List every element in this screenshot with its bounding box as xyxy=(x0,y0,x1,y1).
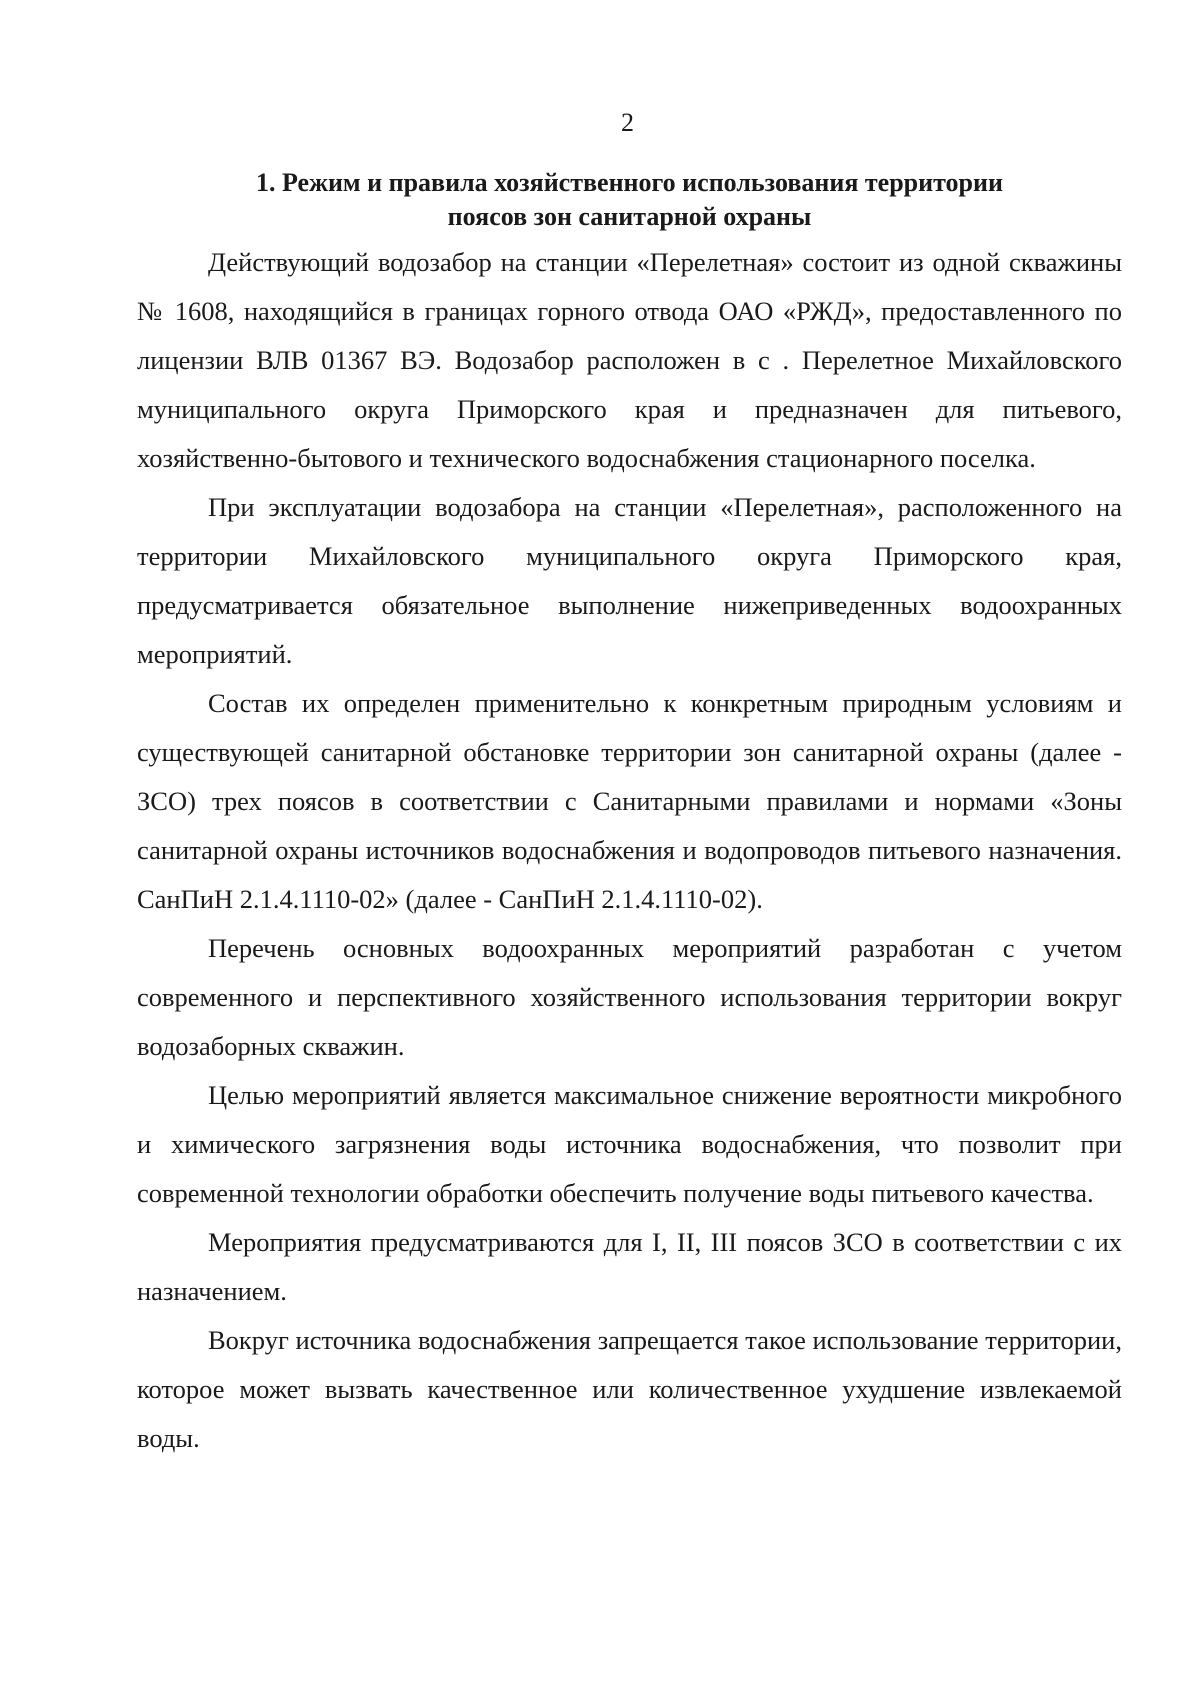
paragraph-composition: Состав их определен применительно к конкретным природным условиям и существующей санитарной обстановке территории зон санитарной охраны (далее - ЗСО) трех поясов в соответствии с Санитарными правилами и нормами «Зоны санитарной охраны источников водоснабжения и водопроводов питьевого назначения. СанПиН 2.1.4.1110-02» (далее - СанПиН 2.1.4.1110-02). xyxy=(137,688,1122,914)
paragraph-prohibition: Вокруг источника водоснабжения запрещается такое использование территории, которое может вызвать качественное или количественное ухудшение извлекаемой воды. xyxy=(137,1325,1122,1453)
body-text xyxy=(137,238,1122,1463)
section-heading-line-2: поясов зон санитарной охраны xyxy=(447,202,812,231)
paragraph-goal: Целью мероприятий является максимальное снижение вероятности микробного и химического загрязнения воды источника водоснабжения, что позволит при современной технологии обработки обеспечить получение воды питьевого качества. xyxy=(137,1080,1122,1208)
paragraph-measures-list: Перечень основных водоохранных мероприятий разработан с учетом современного и перспективного хозяйственного использования территории вокруг водозаборных скважин. xyxy=(137,933,1122,1061)
section-heading xyxy=(137,166,1122,234)
paragraph-zones: Мероприятия предусматриваются для I, II, III поясов ЗСО в соответствии с их назначением. xyxy=(137,1227,1122,1306)
paragraph-water-intake: Действующий водозабор на станции «Перелетная» состоит из одной скважины № 1608, находящийся в границах горного отвода ОАО «РЖД», предоставленного по лицензии ВЛВ 01367 ВЭ. Водозабор расположен в с . Перелетное Михайловского муниципального округа Приморского края и предназначен для питьевого, хозяйственно-бытового и технического водоснабжения стационарного поселка. xyxy=(137,247,1122,473)
section-heading-line-1: 1. Режим и правила хозяйственного использования территории xyxy=(256,168,1003,197)
paragraph-operation: При эксплуатации водозабора на станции «Перелетная», расположенного на территории Михайловского муниципального округа Приморского края, предусматривается обязательное выполнение нижеприведенных водоохранных мероприятий. xyxy=(137,492,1122,669)
page-number: 2 xyxy=(621,108,634,137)
